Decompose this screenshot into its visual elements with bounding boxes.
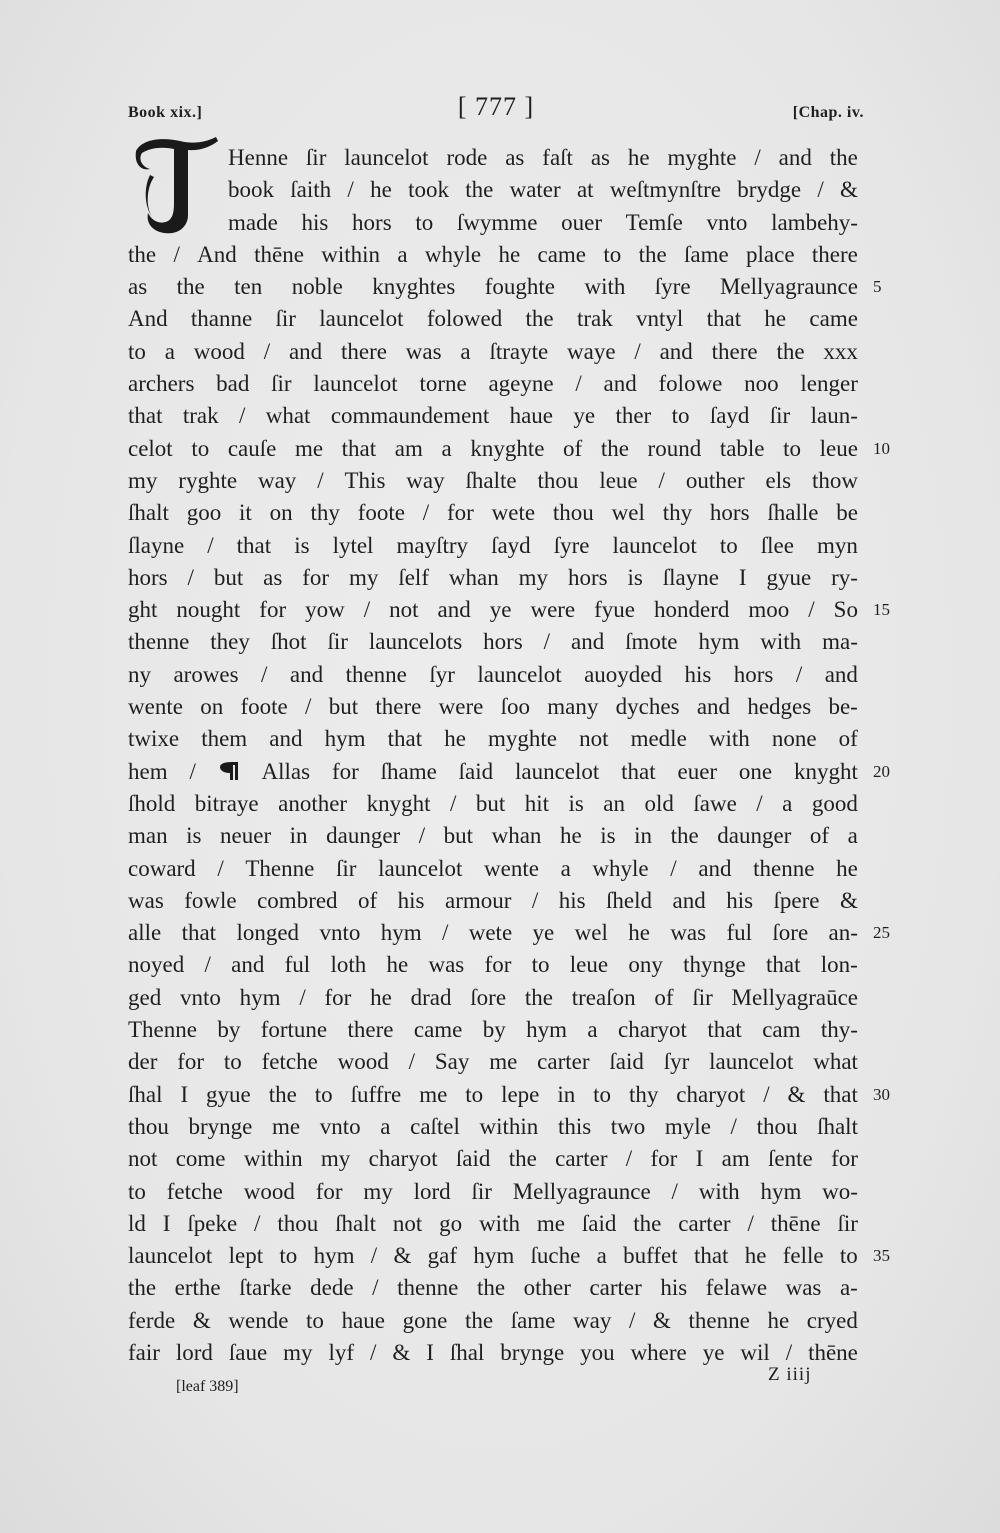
- text-line: made his hors to ſwymme ouer Temſe vnto lambehy-: [228, 209, 858, 235]
- main-text: [128, 142, 890, 1369]
- text-line: alle that longed vnto hym / wete ye wel he was ful ſore an- 25: [128, 917, 858, 949]
- text-line: fair lord ſaue my lyf / & I ſhal brynge you where ye wil / thēne: [128, 1339, 858, 1365]
- text-line: ght nought for yow / not and ye were fyue honderd moo / So 15: [128, 594, 858, 626]
- text-line: thenne they ſhot ſir launcelots hors / and ſmote hym with ma-: [128, 629, 858, 655]
- chapter-label: [Chap. iv.: [792, 104, 864, 121]
- text-line: book ſaith / he took the water at weſtmynſtre brydge / &: [228, 177, 858, 203]
- line-number: 35: [873, 1246, 890, 1266]
- text-line: archers bad ſir launcelot torne ageyne / and folowe noo lenger: [128, 371, 858, 397]
- text-line: ld I ſpeke / thou ſhalt not go with me ſaid the carter / thēne ſir: [128, 1210, 858, 1236]
- line-number: 15: [873, 600, 890, 620]
- text-line: man is neuer in daunger / but whan he is in the daunger of a: [128, 823, 858, 849]
- text-line: hors / but as for my ſelf whan my hors is ſlayne I gyue ry-: [128, 564, 858, 590]
- text-line: my ryghte way / This way ſhalte thou leue / outher els thow: [128, 467, 858, 493]
- text-line: hem / Allas for ſhame ſaid launcelot that euer one knyght 20: [128, 756, 858, 788]
- line-number: 10: [873, 438, 890, 458]
- text-line: ſhal I gyue the to ſuffre me to lepe in to thy charyot / & that 30: [128, 1079, 858, 1111]
- text-line: was fowle combred of his armour / his ſheld and his ſpere &: [128, 887, 858, 913]
- text-line: noyed / and ful loth he was for to leue ony thynge that lon-: [128, 952, 858, 978]
- text-line: ged vnto hym / for he drad ſore the treaſon of ſir Mellyagraūce: [128, 984, 858, 1010]
- text-line: to a wood / and there was a ſtrayte waye / and there the xxx: [128, 338, 858, 364]
- text-line: ny arowes / and thenne ſyr launcelot auoyded his hors / and: [128, 661, 858, 687]
- leaf-note: [leaf 389]: [176, 1378, 239, 1395]
- signature-mark: Z iiij: [768, 1364, 812, 1385]
- text-line: launcelot lept to hym / & gaf hym ſuche a buffet that he felle to 35: [128, 1240, 858, 1272]
- running-header: [128, 92, 864, 132]
- text-line: And thanne ſir launcelot folowed the trak vntyl that he came: [128, 306, 858, 332]
- text-line: coward / Thenne ſir launcelot wente a whyle / and thenne he: [128, 855, 858, 881]
- line-number: 20: [873, 761, 890, 781]
- text-line: as the ten noble knyghtes foughte with ſyre Mellyagraunce 5: [128, 271, 858, 303]
- text-line: Thenne by fortune there came by hym a charyot that cam thy-: [128, 1017, 858, 1043]
- line-number: 25: [873, 923, 890, 943]
- text-line: twixe them and hym that he myghte not medle with none of: [128, 726, 858, 752]
- text-line: ſhold bitraye another knyght / but hit is an old ſawe / a good: [128, 790, 858, 816]
- text-line: that trak / what commaundement haue ye ther to ſayd ſir laun-: [128, 403, 858, 429]
- line-number: 5: [873, 277, 882, 297]
- text-line: not come within my charyot ſaid the carter / for I am ſente for: [128, 1146, 858, 1172]
- text-line: celot to cauſe me that am a knyghte of the round table to leue 10: [128, 433, 858, 465]
- text-line: wente on foote / but there were ſoo many dyches and hedges be-: [128, 694, 858, 720]
- text-line: ferde & wende to haue gone the ſame way / & thenne he cryed: [128, 1307, 858, 1333]
- text-line: the / And thēne within a whyle he came to the ſame place there: [128, 241, 858, 267]
- text-line: ſhalt goo it on thy foote / for wete thou wel thy hors ſhalle be: [128, 500, 858, 526]
- line-number: 30: [873, 1084, 890, 1104]
- page-number: [ 777 ]: [457, 92, 535, 121]
- text-line: the erthe ſtarke dede / thenne the other carter his felawe was a-: [128, 1275, 858, 1301]
- text-line: der for to fetche wood / Say me carter ſaid ſyr launcelot what: [128, 1049, 858, 1075]
- text-line: to fetche wood for my lord ſir Mellyagraunce / with hym wo-: [128, 1178, 858, 1204]
- text-line: thou brynge me vnto a caſtel within this two myle / thou ſhalt: [128, 1113, 858, 1139]
- text-line: Henne ſir launcelot rode as faſt as he myghte / and the: [228, 145, 858, 170]
- text-line: ſlayne / that is lytel mayſtry ſayd ſyre launcelot to ſlee myn: [128, 532, 858, 558]
- book-label: Book xix.]: [128, 104, 203, 121]
- pilcrow-icon: [218, 756, 240, 788]
